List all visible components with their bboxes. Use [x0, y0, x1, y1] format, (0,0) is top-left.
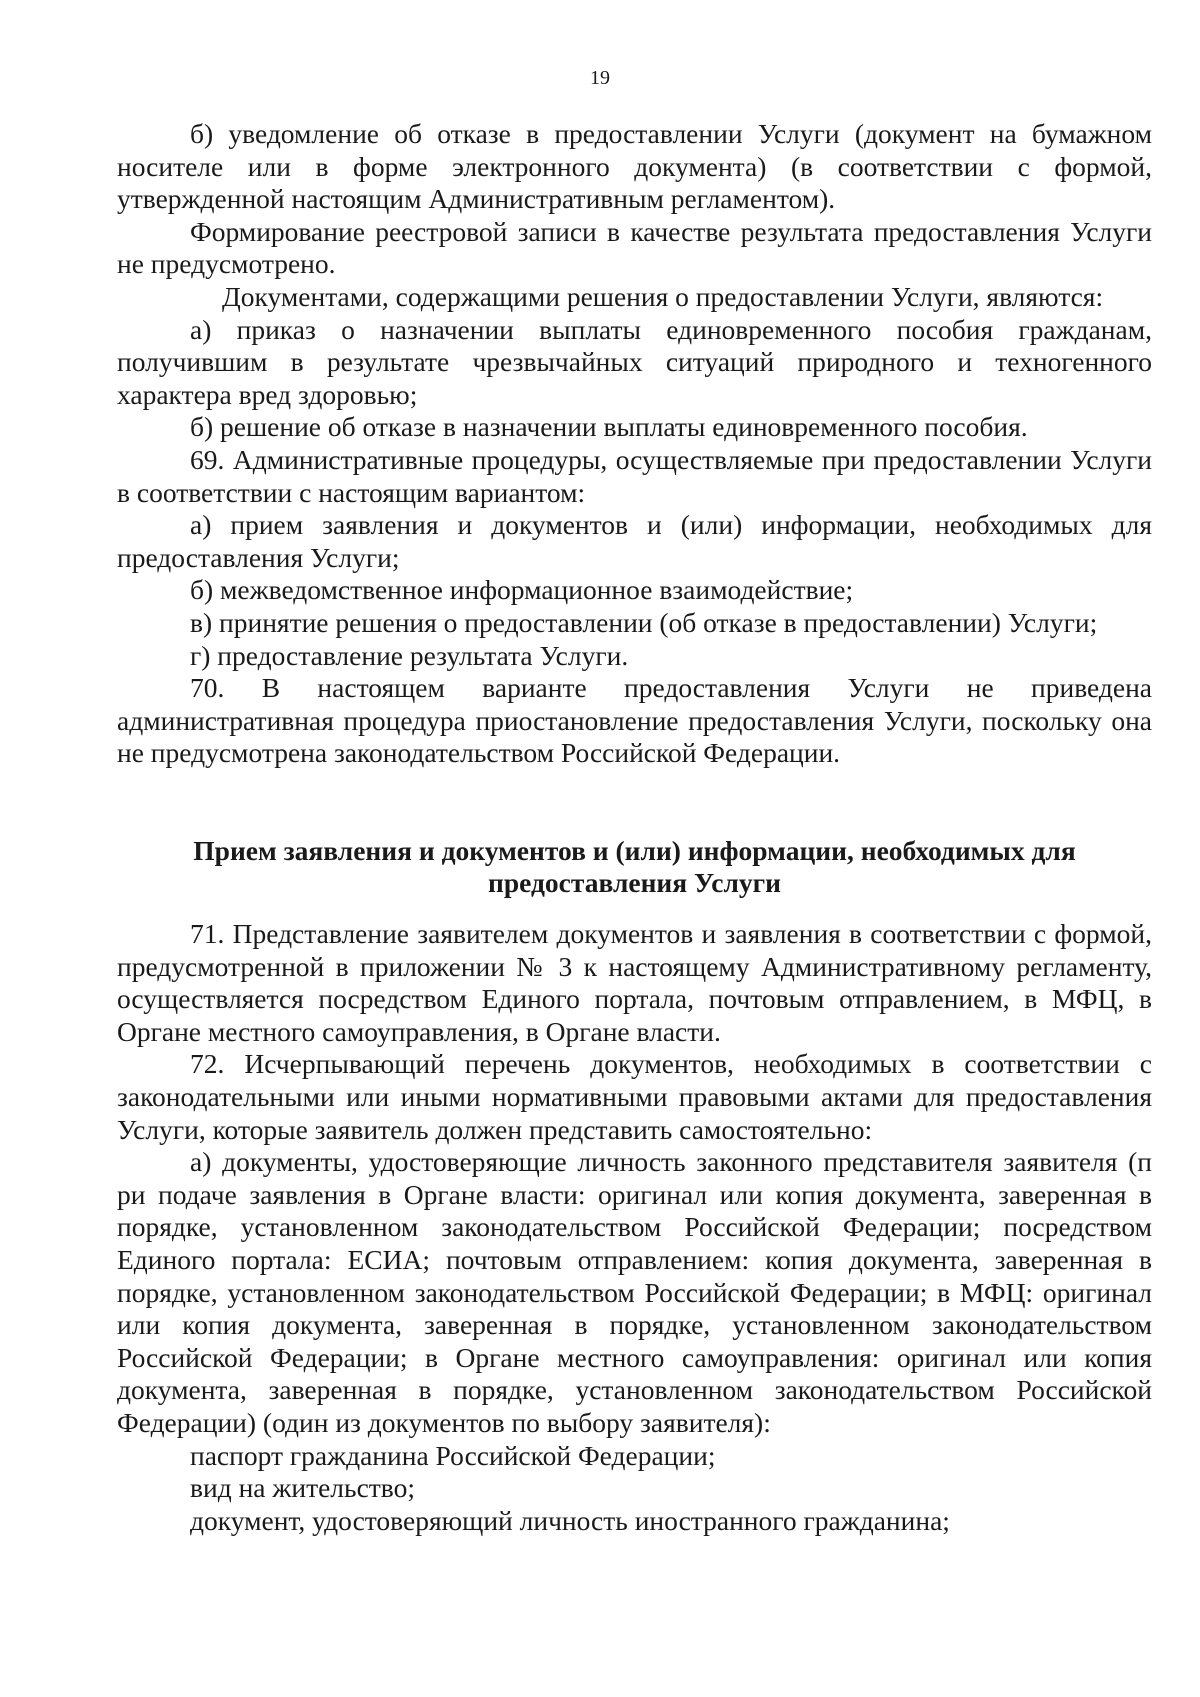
paragraph-70: 70. В настоящем варианте предоставления Услуги не приведена административная процедура приостановление предоставления Услуги, поскольку она не предусмотрена законодательством Российской Федерации.	[117, 672, 1152, 769]
document-body	[117, 118, 1152, 1537]
list-item-foreign-id: документ, удостоверяющий личность иностранного гражданина;	[190, 1504, 950, 1536]
paragraph-71: 71. Представление заявителем документов и заявления в соответствии с формой, предусмотренной в приложении № 3 к настоящему Административному регламенту, осуществляется посредством Единого портала, почтовым отправлением, в МФЦ, в Органе местного самоуправления, в Органе власти.	[117, 918, 1152, 1047]
paragraph-69-item-a: а) прием заявления и документов и (или) информации, необходимых для предоставления Услуги;	[117, 509, 1152, 573]
list-item-passport: паспорт гражданина Российской Федерации;	[190, 1439, 716, 1471]
paragraph-decision-documents: Документами, содержащими решения о предоставлении Услуги, являются:	[222, 280, 1104, 312]
paragraph-69-item-v: в) принятие решения о предоставлении (об отказе в предоставлении) Услуги;	[190, 606, 1098, 638]
paragraph-69: 69. Административные процедуры, осуществляемые при предоставлении Услуги в соответствии с настоящим вариантом:	[117, 443, 1152, 508]
paragraph-72: 72. Исчерпывающий перечень документов, необходимых в соответствии с законодательными или иными нормативными правовыми актами для предоставления Услуги, которые заявитель должен представить самостоятельно:	[117, 1048, 1152, 1145]
paragraph-item-a-order: а) приказ о назначении выплаты единовременного пособия гражданам, получившим в результате чрезвычайных ситуаций природного и техногенного характера вред здоровью;	[117, 313, 1152, 410]
page-number: 19	[590, 67, 610, 89]
paragraph-registry-record: Формирование реестровой записи в качестве результата предоставления Услуги не предусмотрено.	[117, 215, 1152, 280]
paragraph-72-item-a: а) документы, удостоверяющие личность законного представителя заявителя (п ри подаче заявления в Органе власти: оригинал или копия документа, заверенная в порядке, установленном законодательством Российской Федерации; посредством Единого портала: ЕСИА; почтовым отправлением: копия документа, заверенная в порядке, установленном законодательством Российской Федерации; в МФЦ: оригинал или копия документа, заверенная в порядке, установленном законодательством Российской Федерации; в Органе местного самоуправления: оригинал или копия документа, заверенная в порядке, установленном законодательством Российской Федерации) (один из документов по выбору заявителя):	[117, 1146, 1152, 1438]
paragraph-item-b-refusal: б) решение об отказе в назначении выплаты единовременного пособия.	[190, 411, 1028, 443]
list-item-residence-permit: вид на жительство;	[190, 1472, 415, 1504]
paragraph-69-item-b: б) межведомственное информационное взаимодействие;	[190, 574, 854, 606]
paragraph-69-item-g: г) предоставление результата Услуги.	[190, 639, 629, 671]
paragraph-notice-of-refusal: б) уведомление об отказе в предоставлении Услуги (документ на бумажном носителе или в форме электронного документа) (в соответствии с формой, утвержденной настоящим Административным регламентом).	[117, 118, 1152, 215]
section-heading: Прием заявления и документов и (или) информации, необходимых для предоставления Услуги	[193, 834, 1076, 899]
